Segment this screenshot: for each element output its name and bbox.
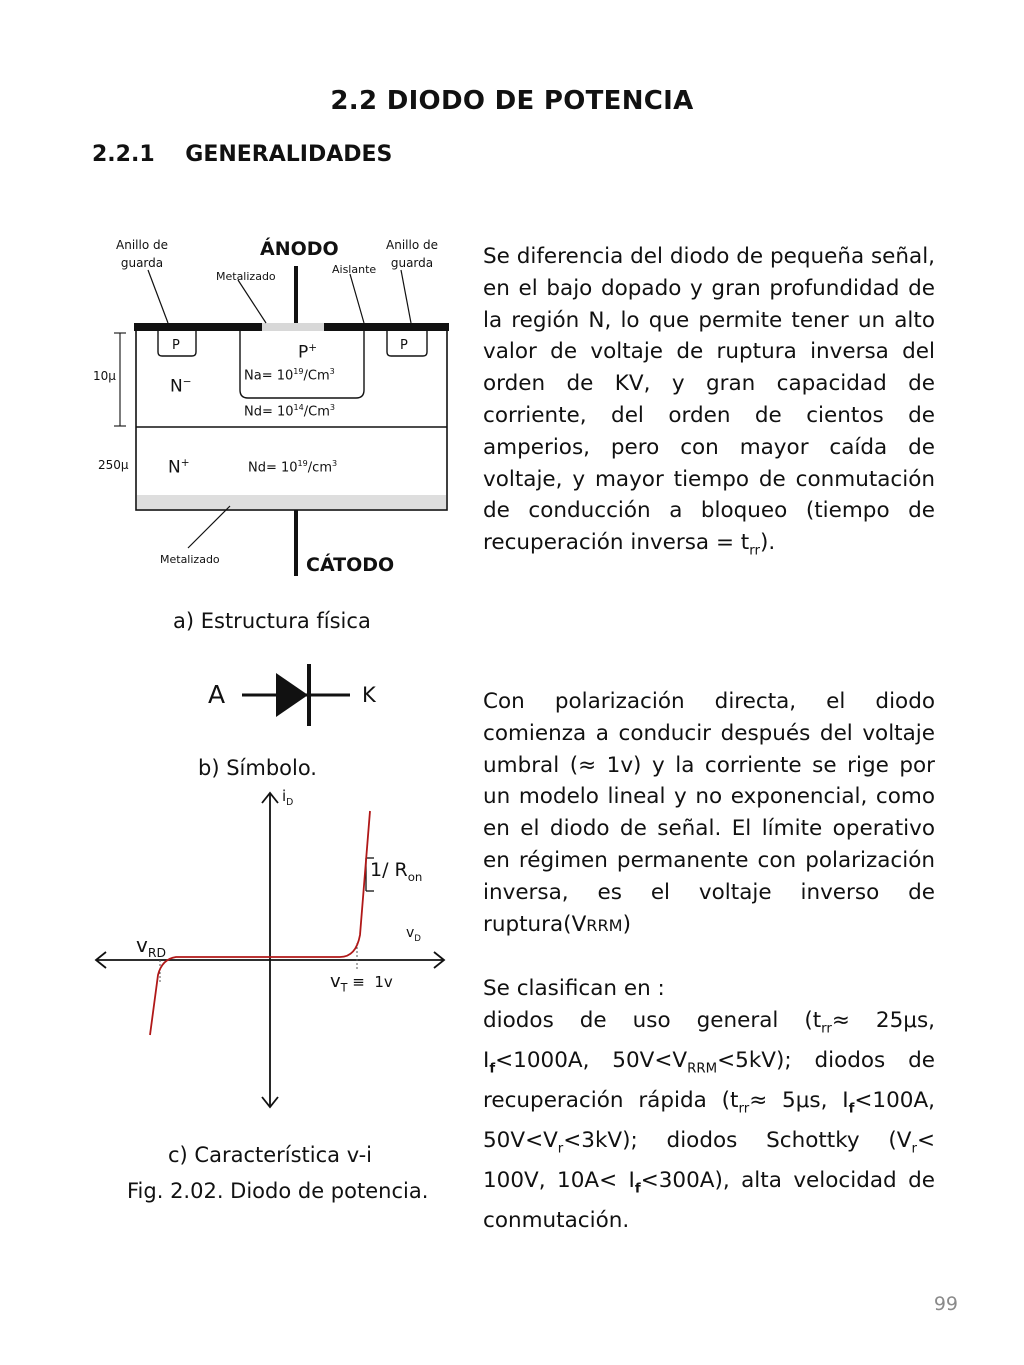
nd2-text: Nd= 10 bbox=[248, 460, 298, 476]
na-exp: 19 bbox=[293, 367, 304, 376]
p3-s7: <3kV); diodos Schottky (V bbox=[563, 1128, 912, 1154]
p3-s2-sub: f bbox=[489, 1061, 496, 1077]
caption-symbol: b) Símbolo. bbox=[198, 756, 317, 780]
p3-s4: <5kV); diodos de recuperación rápida (t bbox=[483, 1047, 935, 1113]
n-plus-text: N bbox=[168, 457, 181, 478]
paragraph-3-intro: Se clasifican en : bbox=[483, 976, 665, 1001]
n-plus-label: N+ bbox=[168, 457, 190, 478]
section-title: 2.2.1 GENERALIDADES bbox=[92, 142, 393, 167]
p3-s3-sub: RRM bbox=[687, 1061, 718, 1077]
paragraph-2-text: Con polarización directa, el diodo comienza a conducir después del voltaje umbral (≈ 1v) y la corriente se rige por un modelo lineal y no exponencial, como en el diodo de señal. El límite operativo en régimen permanente con polarización inversa, es el voltaje inverso de ruptura(V bbox=[483, 689, 935, 937]
p-plus-text: P bbox=[298, 342, 309, 363]
cathode-symbol-label: K bbox=[362, 683, 376, 707]
nd2-label bbox=[248, 459, 337, 475]
guard-ring-right-line1: Anillo de bbox=[386, 238, 438, 252]
vt-value: ≡ 1v bbox=[347, 973, 393, 991]
p3-s7-sub: r bbox=[911, 1141, 917, 1157]
p-right-label: P bbox=[400, 338, 408, 353]
paragraph-1-end: ). bbox=[759, 530, 776, 556]
paragraph-3 bbox=[483, 973, 935, 1237]
id-sub: D bbox=[286, 797, 294, 808]
vi-characteristic-figure bbox=[90, 785, 460, 1115]
p3-s6: <100A, 50V<V bbox=[483, 1087, 936, 1154]
paragraph-2-end: ) bbox=[622, 911, 631, 937]
guard-ring-left-line2: guarda bbox=[120, 256, 164, 270]
nd1-label bbox=[244, 403, 335, 419]
figure-caption: Fig. 2.02. Diodo de potencia. bbox=[127, 1179, 429, 1203]
paragraph-1-sub: rr bbox=[749, 543, 760, 559]
nd1-exp: 14 bbox=[293, 403, 304, 412]
guard-ring-left-line1: Anillo de bbox=[116, 238, 168, 252]
p3-s6-sub: r bbox=[557, 1141, 564, 1157]
ron-text: 1/ R bbox=[370, 859, 408, 881]
metallized-bottom-label: Metalizado bbox=[160, 553, 220, 566]
page-number: 99 bbox=[933, 1293, 958, 1315]
metallized-top-label: Metalizado bbox=[216, 270, 276, 283]
id-axis-label bbox=[282, 787, 293, 808]
caption-vi: c) Característica v-i bbox=[168, 1143, 372, 1167]
nd1-text: Nd= 10 bbox=[244, 404, 294, 420]
caption-structure: a) Estructura física bbox=[173, 609, 371, 633]
vd-sub: D bbox=[414, 933, 421, 944]
p3-s3: <1000A, 50V<V bbox=[495, 1047, 688, 1073]
vd-text: v bbox=[406, 925, 415, 941]
id-text: i bbox=[282, 787, 287, 805]
diode-symbol-figure bbox=[200, 658, 400, 728]
bottom-metal-layer bbox=[137, 495, 446, 509]
p3-s1-sub: rr bbox=[821, 1021, 832, 1037]
na-label bbox=[244, 367, 335, 383]
oxide-window bbox=[262, 323, 324, 331]
n-minus-text: N bbox=[170, 376, 183, 397]
vi-characteristic-curve bbox=[147, 811, 370, 1035]
vd-axis-label bbox=[406, 925, 421, 944]
nd2-unit: /cm bbox=[307, 460, 332, 476]
paragraph-1-text: Se diferencia del diodo de pequeña señal, en el bajo dopado y gran profundidad de la región N, lo que permite tener un alto valor de voltaje de ruptura inversa del orden de KV, y gran capacidad de corriente, del orden de cientos de amperios, pero con mayor caída de voltaje, y mayor tiempo de conmutación de conducción a bloqueo (tiempo de recuperación inversa = t bbox=[483, 244, 936, 556]
p3-s5: ≈ 5μs, I bbox=[749, 1087, 849, 1113]
anode-label: ÁNODO bbox=[260, 238, 339, 260]
guard-ring-left-label bbox=[112, 236, 172, 272]
p3-s8-sub: f bbox=[634, 1181, 641, 1197]
nd2-unit-exp: 3 bbox=[332, 459, 338, 468]
vrd-label bbox=[136, 933, 166, 960]
cathode-label: CÁTODO bbox=[306, 554, 395, 576]
vt-label bbox=[330, 971, 393, 995]
page-title: 2.2 DIODO DE POTENCIA bbox=[330, 86, 694, 116]
nd1-unit-exp: 3 bbox=[329, 403, 336, 412]
na-text: Na= 10 bbox=[244, 368, 294, 384]
nd1-unit: /Cm bbox=[303, 404, 330, 420]
p3-s9: <300A), alta velocidad de conmutación. bbox=[483, 1168, 935, 1234]
vrd-sub: RD bbox=[147, 945, 166, 960]
p3-s2: ≈ 25μs, I bbox=[483, 1007, 935, 1073]
ron-sub: on bbox=[407, 869, 423, 884]
dim-10-label: 10μ bbox=[93, 369, 116, 383]
paragraph-2-sub: RRM bbox=[586, 915, 623, 935]
vt-text: v bbox=[330, 971, 341, 992]
p-left-label: P bbox=[172, 338, 180, 353]
dim-250-label: 250μ bbox=[98, 458, 129, 472]
nd2-exp: 19 bbox=[297, 459, 308, 468]
p-plus-label: P+ bbox=[298, 342, 318, 363]
paragraph-1 bbox=[483, 241, 935, 567]
anode-symbol-label: A bbox=[208, 680, 226, 709]
vt-sub: T bbox=[340, 981, 348, 995]
guard-ring-right-label bbox=[382, 236, 442, 272]
ron-label bbox=[370, 859, 422, 884]
paragraph-2 bbox=[483, 686, 935, 941]
diode-triangle bbox=[276, 673, 308, 717]
guard-ring-right-line2: guarda bbox=[390, 256, 434, 270]
na-unit-exp: 3 bbox=[329, 367, 335, 376]
na-unit: /Cm bbox=[303, 368, 330, 384]
n-minus-label: N− bbox=[170, 376, 192, 397]
p3-s1: diodos de uso general (t bbox=[483, 1007, 822, 1033]
p3-s5-sub: f bbox=[848, 1101, 855, 1117]
diode-structure-figure bbox=[80, 230, 480, 590]
p3-s8: < 100V, 10A< I bbox=[483, 1128, 935, 1194]
insulator-label: Aislante bbox=[332, 263, 377, 276]
p3-s4-sub: rr bbox=[738, 1101, 750, 1117]
vrd-text: v bbox=[136, 933, 148, 957]
